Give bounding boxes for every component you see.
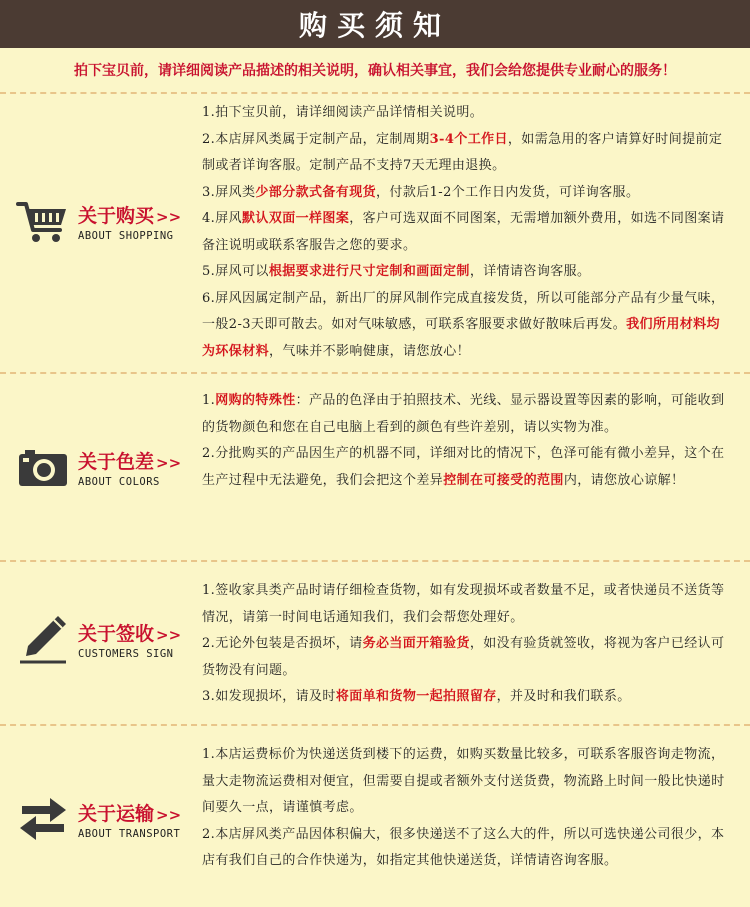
body-text: 1.本店运费标价为快递送货到楼下的运费，如购买数量比较多，可联系客服咨询走物流，量大走物流运费相对便宜，但需要自提或者额外支付送货费，物流路上时间一般比快递时间要久一点，请谨慎考虑。 bbox=[202, 747, 725, 815]
paragraph bbox=[202, 822, 732, 875]
section-transport-header bbox=[14, 790, 194, 848]
highlight-text: 务必当面开箱验货 bbox=[362, 636, 470, 651]
highlight-text: 根据要求进行尺寸定制和画面定制 bbox=[268, 264, 470, 279]
paragraph bbox=[202, 578, 732, 631]
paragraph bbox=[202, 441, 732, 494]
body-text: 4.屏风 bbox=[202, 211, 243, 226]
body-text: ，并及时和我们联系。 bbox=[496, 689, 631, 704]
body-text: ：产品的色泽由于拍照技术、光线、显示器设置等因素的影响，可能收到的货物颜色和您在自己电脑上看到的颜色有些许差别，请以实物为准。 bbox=[202, 393, 725, 435]
highlight-text: 少部分款式备有现货 bbox=[255, 184, 377, 200]
highlight-text: 3-4个工作日 bbox=[429, 131, 508, 147]
body-text: 2.本店屏风类产品因体积偏大，很多快递送不了这么大的件，所以可选快递公司很少，本店有我们自己的合作快递为，如指定其他快递送货，详情请咨询客服。 bbox=[202, 826, 725, 868]
page-title: 购买须知 bbox=[298, 9, 451, 42]
highlight-text: 控制在可接受的范围 bbox=[443, 472, 564, 488]
body-text: 1.签收家具类产品时请仔细检查货物，如有发现损坏或者数量不足，或者快递员不送货等情况，请第一时间电话通知我们，我们会帮您处理好。 bbox=[202, 583, 725, 625]
paragraph bbox=[202, 631, 732, 684]
paragraph bbox=[202, 100, 732, 127]
section-colors-header bbox=[14, 438, 194, 496]
body-text: ，详情请咨询客服。 bbox=[469, 264, 591, 279]
body-text: ，如没有验货就签收，将视为客户已经认可货物没有问题。 bbox=[202, 636, 725, 678]
arrows-icon: >> bbox=[156, 207, 182, 226]
section-colors-content bbox=[202, 388, 732, 494]
paragraph bbox=[202, 180, 732, 207]
arrows-icon: >> bbox=[156, 453, 182, 472]
paragraph bbox=[202, 742, 732, 822]
paragraph bbox=[202, 286, 732, 366]
highlight-text: 默认双面一样图案 bbox=[242, 211, 350, 226]
body-text: 2.本店屏风类属于定制产品，定制周期 bbox=[202, 131, 430, 147]
arrows-icon: >> bbox=[156, 625, 182, 644]
exchange-arrows-icon bbox=[14, 790, 72, 848]
body-text: ，客户可选双面不同图案，无需增加额外费用，如选不同图案请备注说明或联系客服告之您的要求。 bbox=[202, 211, 725, 253]
paragraph bbox=[202, 259, 732, 286]
divider bbox=[0, 372, 750, 374]
arrows-icon: >> bbox=[156, 805, 182, 824]
body-text: 内，请您放心谅解！ bbox=[563, 472, 685, 488]
section-sign-content bbox=[202, 578, 732, 711]
body-text: ，付款后1-2个工作日内发货，可详询客服。 bbox=[376, 184, 640, 200]
camera-icon bbox=[14, 438, 72, 496]
divider bbox=[0, 560, 750, 562]
highlight-text: 将面单和货物一起拍照留存 bbox=[335, 689, 497, 704]
section-shopping-content bbox=[202, 100, 732, 365]
divider bbox=[0, 724, 750, 726]
paragraph bbox=[202, 206, 732, 259]
body-text: 5.屏风可以 bbox=[202, 264, 269, 279]
highlight-text: 我们所用材料均为环保材料 bbox=[202, 317, 720, 359]
body-text: 6.屏风因属定制产品，新出厂的屏风制作完成直接发货，所以可能部分产品有少量气味，一般2-3天即可散去。如对气味敏感，可联系客服要求做好散味后再发。 bbox=[202, 290, 725, 332]
section-sign-header bbox=[14, 610, 194, 668]
paragraph bbox=[202, 127, 732, 180]
shopping-cart-icon bbox=[14, 192, 72, 250]
divider bbox=[0, 92, 750, 94]
paragraph bbox=[202, 388, 732, 441]
body-text: 2.无论外包装是否损坏，请 bbox=[202, 636, 363, 651]
section-shopping-header bbox=[14, 192, 194, 250]
section-title: 关于色差 bbox=[78, 450, 155, 473]
body-text: 3.如发现损坏，请及时 bbox=[202, 689, 336, 704]
body-text: 2.分批购买的产品因生产的机器不同，详细对比的情况下，色泽可能有微小差异，这个在生产过程中无法避免，我们会把这个差异 bbox=[202, 446, 725, 488]
body-text: ，气味并不影响健康，请您放心！ bbox=[269, 343, 471, 359]
body-text: 1. bbox=[202, 393, 216, 408]
body-text: ，如需急用的客户请算好时间提前定制或者详询客服。定制产品不支持7天无理由退换。 bbox=[202, 131, 723, 173]
header-bar bbox=[0, 0, 750, 48]
section-subtitle: CUSTOMERS SIGN bbox=[78, 647, 174, 660]
body-text: 3.屏风类 bbox=[202, 184, 256, 200]
section-transport-content bbox=[202, 742, 732, 875]
body-text: 1.拍下宝贝前，请详细阅读产品详情相关说明。 bbox=[202, 105, 484, 120]
section-title: 关于运输 bbox=[78, 802, 155, 825]
paragraph bbox=[202, 684, 732, 711]
section-subtitle: ABOUT SHOPPING bbox=[78, 229, 174, 242]
highlight-text: 网购的特殊性 bbox=[215, 393, 296, 408]
section-subtitle: ABOUT TRANSPORT bbox=[78, 827, 181, 840]
pen-icon bbox=[14, 610, 72, 668]
notice-text: 拍下宝贝前，请详细阅读产品描述的相关说明，确认相关事宜，我们会给您提供专业耐心的服务！ bbox=[74, 63, 676, 79]
section-subtitle: ABOUT COLORS bbox=[78, 475, 160, 488]
section-title: 关于签收 bbox=[78, 622, 155, 645]
section-title: 关于购买 bbox=[78, 204, 155, 227]
